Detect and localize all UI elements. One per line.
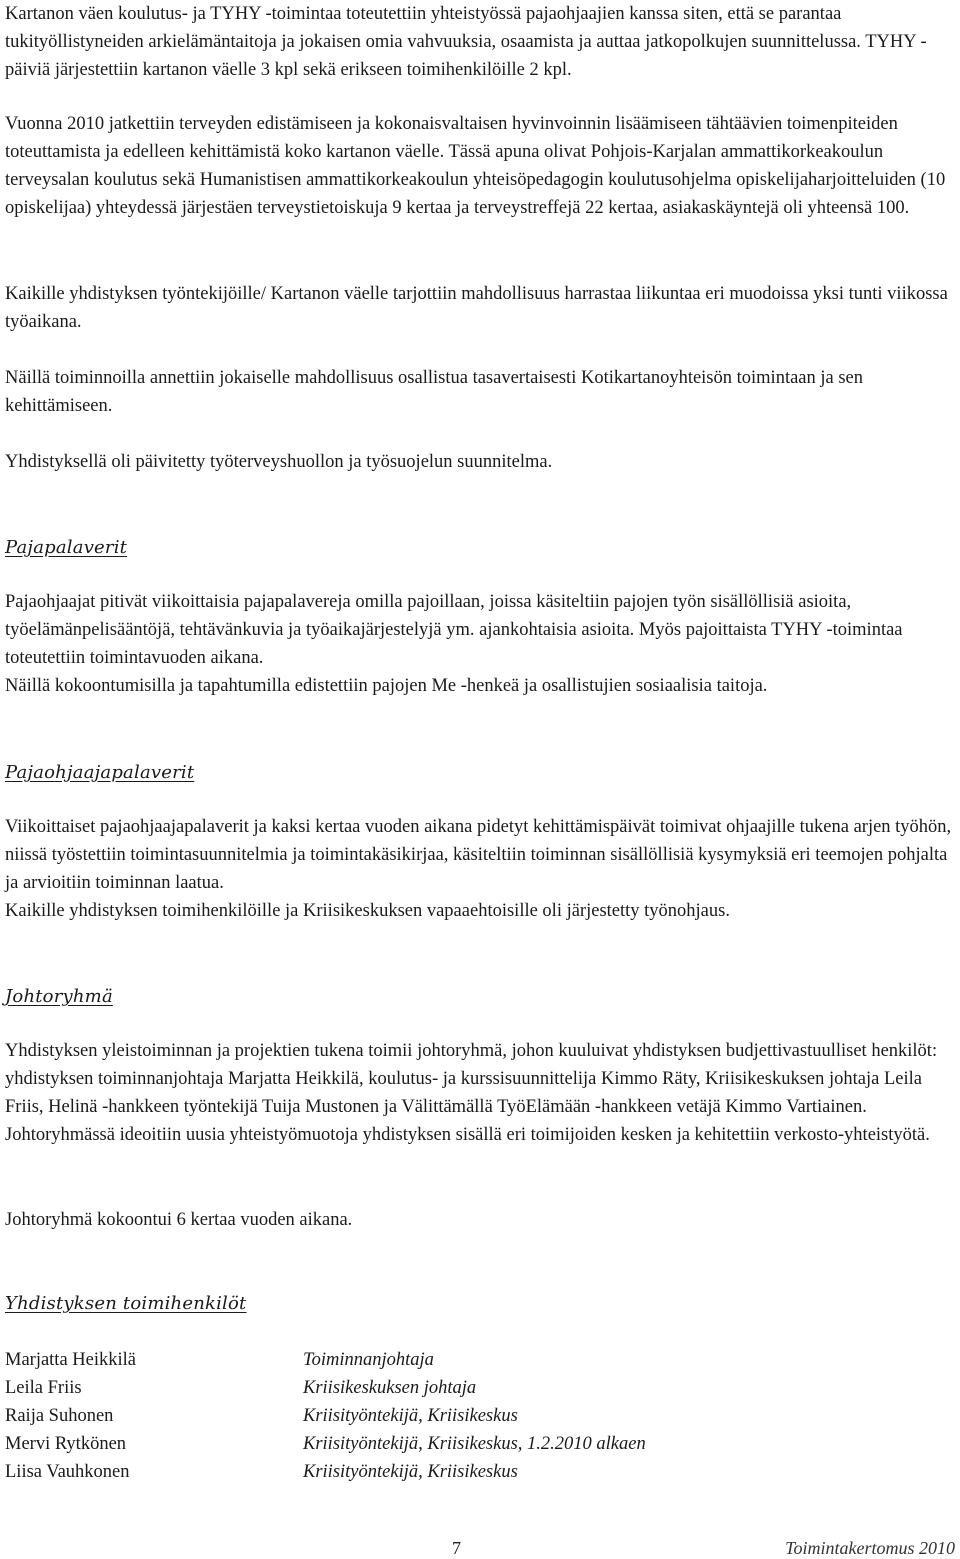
page-number: 7: [452, 1538, 461, 1558]
staff-name: Mervi Rytkönen: [5, 1434, 127, 1454]
paragraph-occupational-health: Yhdistyksellä oli päivitetty työterveyshuollon ja työsuojelun suunnitelma.: [5, 452, 553, 472]
staff-role: Kriisityöntekijä, Kriisikeskus: [303, 1462, 518, 1482]
paragraph-exercise: Kaikille yhdistyksen työntekijöille/ Kartanon väelle tarjottiin mahdollisuus harrastaa liikuntaa eri muodoissa yksi tunti viikossa työaikana.: [5, 284, 948, 332]
paragraph-participation: Näillä toiminnoilla annettiin jokaiselle mahdollisuus osallistua tasavertaisesti Kotikartanoyhteisön toimintaan ja sen kehittämiseen.: [5, 368, 864, 416]
staff-role: Toiminnanjohtaja: [303, 1350, 434, 1370]
footer-document-title: Toimintakertomus 2010: [785, 1538, 955, 1558]
paragraph-pajaohjaajapalaverit: Viikoittaiset pajaohjaajapalaverit ja kaksi kertaa vuoden aikana pidetyt kehittämispäivät toimivat ohjaajille tukena arjen työhön, niissä työstettiin toimintasuunnitelmia ja toimintakäsikirjaa, käsiteltiin toiminnan sisällöllisiä kysymyksiä eri teemojen pohjalta ja arvioitiin toiminnan laatua. Kaikille yhdistyksen toimihenkilöille ja Kriisikeskuksen vapaaehtoisille oli järjestetty työnohjaus.: [5, 817, 952, 921]
paragraph-health-promotion: Vuonna 2010 jatkettiin terveyden edistämiseen ja kokonaisvaltaisen hyvinvoinnin lisäämiseen tähtäävien toimenpiteiden toteuttamista ja edelleen kehittämistä koko kartanon väelle. Tässä apuna olivat Pohjois-Karjalan ammattikorkeakoulun terveysalan koulutus sekä Humanistisen ammattikorkeakoulun yhteisöpedagogin koulutusohjelma opiskelijaharjoitteluiden (10 opiskelijaa) yhteydessä järjestäen terveystietoiskuja 9 kertaa ja terveystreffejä 22 kertaa, asiakaskäyntejä oli yhteensä 100.: [5, 114, 946, 218]
staff-role: Kriisityöntekijä, Kriisikeskus: [303, 1406, 518, 1426]
staff-name: Marjatta Heikkilä: [5, 1350, 136, 1370]
staff-row: [5, 1402, 955, 1430]
staff-row: [5, 1458, 955, 1486]
heading-pajapalaverit: Pajapalaverit: [5, 537, 128, 558]
staff-row: [5, 1374, 955, 1402]
staff-name: Liisa Vauhkonen: [5, 1462, 130, 1482]
paragraph-tyhy-training: Kartanon väen koulutus- ja TYHY -toimintaa toteutettiin yhteistyössä pajaohjaajien kanssa siten, että se parantaa tukityöllistyneiden arkielämäntaitoja ja jokaisen omia vahvuuksia, osaamista ja auttaa jatkopolkujen suunnittelussa. TYHY -päiviä järjestettiin kartanon väelle 3 kpl sekä erikseen toimihenkilöille 2 kpl.: [5, 4, 927, 80]
staff-role: Kriisikeskuksen johtaja: [303, 1378, 477, 1398]
staff-name: Leila Friis: [5, 1378, 82, 1398]
paragraph-pajapalaverit: Pajaohjaajat pitivät viikoittaisia pajapalavereja omilla pajoillaan, joissa käsiteltiin pajojen työn sisällöllisiä asioita, työelämänpelisääntöjä, tehtävänkuvia ja työaikajärjestelyjä ym. ajankohtaisia asioita. Myös pajoittaista TYHY -toimintaa toteutettiin toimintavuoden aikana. Näillä kokoontumisilla ja tapahtumilla edistettiin pajojen Me -henkeä ja osallistujien sosiaalisia taitoja.: [5, 592, 903, 696]
staff-list: [5, 1346, 955, 1486]
heading-johtoryhma: Johtoryhmä: [5, 986, 113, 1007]
staff-name: Raija Suhonen: [5, 1406, 114, 1426]
heading-pajaohjaajapalaverit: Pajaohjaajapalaverit: [5, 762, 195, 783]
paragraph-johtoryhma: Yhdistyksen yleistoiminnan ja projektien tukena toimii johtoryhmä, johon kuuluivat yhdistyksen budjettivastuulliset henkilöt: yhdistyksen toiminnanjohtaja Marjatta Heikkilä, koulutus- ja kurssisuunnittelija Kimmo Räty, Kriisikeskuksen johtaja Leila Friis, Helinä -hankkeen työntekijä Tuija Mustonen ja Välittämällä TyöElämään -hankkeen vetäjä Kimmo Vartiainen. Johtoryhmässä ideoitiin uusia yhteistyömuotoja yhdistyksen sisällä eri toimijoiden kesken ja kehitettiin verkosto-yhteistyötä.: [5, 1041, 938, 1145]
paragraph-johtoryhma-meetings: Johtoryhmä kokoontui 6 kertaa vuoden aikana.: [5, 1210, 353, 1230]
staff-row: [5, 1430, 955, 1458]
staff-row: [5, 1346, 955, 1374]
heading-toimihenkilot: Yhdistyksen toimihenkilöt: [5, 1293, 247, 1314]
staff-role: Kriisityöntekijä, Kriisikeskus, 1.2.2010 alkaen: [303, 1434, 646, 1454]
